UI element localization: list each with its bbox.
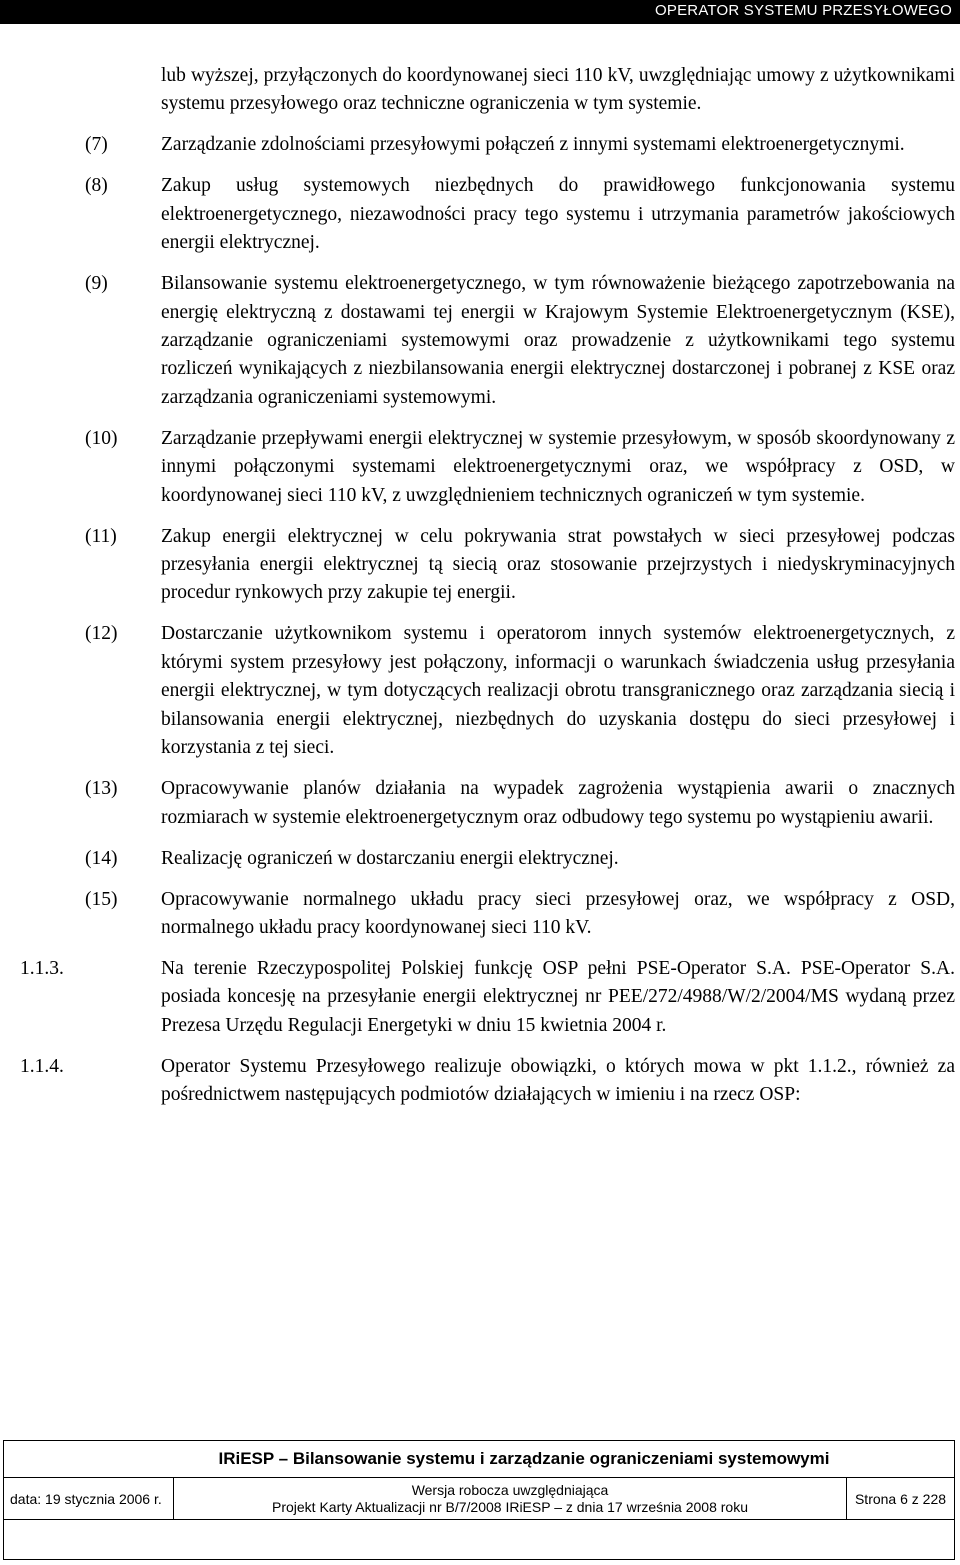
section-number: 1.1.4.: [20, 1055, 64, 1077]
item-number: (11): [85, 525, 117, 547]
item-text: Zakup usług systemowych niezbędnych do prawidłowego funkcjonowania systemu elektroenergetycznego, niezawodności pracy tego systemu i utrzymania parametrów jakościowych energii elektrycznej.: [161, 175, 955, 254]
item-text: Bilansowanie systemu elektroenergetycznego, w tym równoważenie bieżącego zapotrzebowania na energię elektryczną z dostawami tej energii w Krajowym Systemie Elektroenergetycznym (KSE), zarządzanie ograniczeniami systemowymi oraz prowadzenie z użytkownikami tego systemu rozliczeń wynikających z niezbilansowania energii elektrycznej dostarczonej i pobranej z KSE oraz zarządzania ograniczeniami systemowymi.: [161, 273, 955, 408]
item-text: Opracowywanie planów działania na wypadek zagrożenia wystąpienia awarii o znacznych rozmiarach w systemie elektroenergetycznym oraz odbudowy tego systemu po wystąpieniu awarii.: [161, 778, 955, 828]
item-text: Realizację ograniczeń w dostarczaniu energii elektrycznej.: [161, 847, 619, 869]
list-item: [0, 620, 960, 762]
footer-date: data: 19 stycznia 2006 r.: [4, 1478, 174, 1519]
footer-title: IRiESP – Bilansowanie systemu i zarządzanie ograniczeniami systemowymi: [4, 1441, 954, 1478]
section-text: Na terenie Rzeczypospolitej Polskiej funkcję OSP pełni PSE-Operator S.A. PSE-Operator S.A. posiada koncesję na przesyłanie energii elektrycznej nr PEE/272/4988/W/2/2004/MS wydaną przez Prezesa Urzędu Regulacji Energetyki w dniu 15 kwietnia 2004 r.: [161, 957, 955, 1036]
section-paragraph: [0, 955, 960, 1040]
item-number: (13): [85, 778, 118, 800]
continuation-paragraph: [0, 62, 960, 119]
section-text: Operator Systemu Przesyłowego realizuje obowiązki, o których mowa w pkt 1.1.2., również za pośrednictwem następujących podmiotów działających w imieniu i na rzecz OSP:: [161, 1055, 955, 1106]
footer-info-row: [4, 1478, 954, 1520]
list-item: [0, 131, 960, 159]
item-text: Dostarczanie użytkownikom systemu i operatorom innych systemów elektroenergetycznych, z którymi system przesyłowy jest połączony, informacji o warunkach świadczenia usług przesyłania energii elektrycznej, w tym dotyczących realizacji obrotu transgranicznego oraz zarządzania siecią i bilansowania energii elektrycznej, niezbędnych do uzyskania dostępu do sieci przesyłowej i korzystania z tej sieci.: [161, 623, 955, 759]
list-item: [0, 845, 960, 873]
footer-version: [174, 1478, 847, 1519]
item-number: (8): [85, 175, 108, 197]
item-number: (7): [85, 134, 108, 156]
item-number: (15): [85, 888, 118, 910]
list-item: [0, 523, 960, 608]
item-number: (12): [85, 623, 118, 645]
item-text: Opracowywanie normalnego układu pracy sieci przesyłowej oraz, we współpracy z OSD, normalnego układu pracy koordynowanej sieci 110 kV.: [161, 888, 955, 938]
item-number: (14): [85, 847, 118, 869]
item-text: Zarządzanie zdolnościami przesyłowymi połączeń z innymi systemami elektroenergetycznymi.: [161, 134, 905, 156]
footer-version-line: Wersja robocza uwzględniająca: [411, 1482, 609, 1498]
list-item: [0, 775, 960, 832]
item-number: (10): [85, 427, 118, 449]
document-body: [0, 62, 960, 1110]
page-footer: [3, 1440, 955, 1560]
footer-project-line: Projekt Karty Aktualizacji nr B/7/2008 IRiESP – z dnia 17 września 2008 roku: [272, 1499, 748, 1515]
list-item: [0, 172, 960, 257]
list-item: [0, 270, 960, 412]
section-paragraph: [0, 1053, 960, 1110]
item-text: Zarządzanie przepływami energii elektrycznej w systemie przesyłowym, w sposób skoordynowany z innymi połączonymi systemami elektroenergetycznymi oraz, we współpracy z OSD, w koordynowanej sieci 110 kV, z uwzględnieniem technicznych ograniczeń w tym systemie.: [161, 427, 955, 506]
header-band: [0, 0, 960, 24]
list-item: [0, 886, 960, 943]
paragraph-text: lub wyższej, przyłączonych do koordynowanej sieci 110 kV, uwzględniając umowy z użytkownikami systemu przesyłowego oraz techniczne ograniczenia w tym systemie.: [161, 65, 955, 115]
item-number: (9): [85, 273, 108, 295]
section-number: 1.1.3.: [20, 957, 64, 979]
header-title: OPERATOR SYSTEMU PRZESYŁOWEGO: [655, 2, 952, 19]
list-item: [0, 425, 960, 510]
item-text: Zakup energii elektrycznej w celu pokrywania strat powstałych w sieci przesyłowej podczas przesyłania energii elektrycznej tą siecią oraz stosowanie przejrzystych i niedyskryminacyjnych procedur rynkowych przy zakupie tej energii.: [161, 525, 955, 604]
footer-page-number: Strona 6 z 228: [854, 1491, 947, 1507]
